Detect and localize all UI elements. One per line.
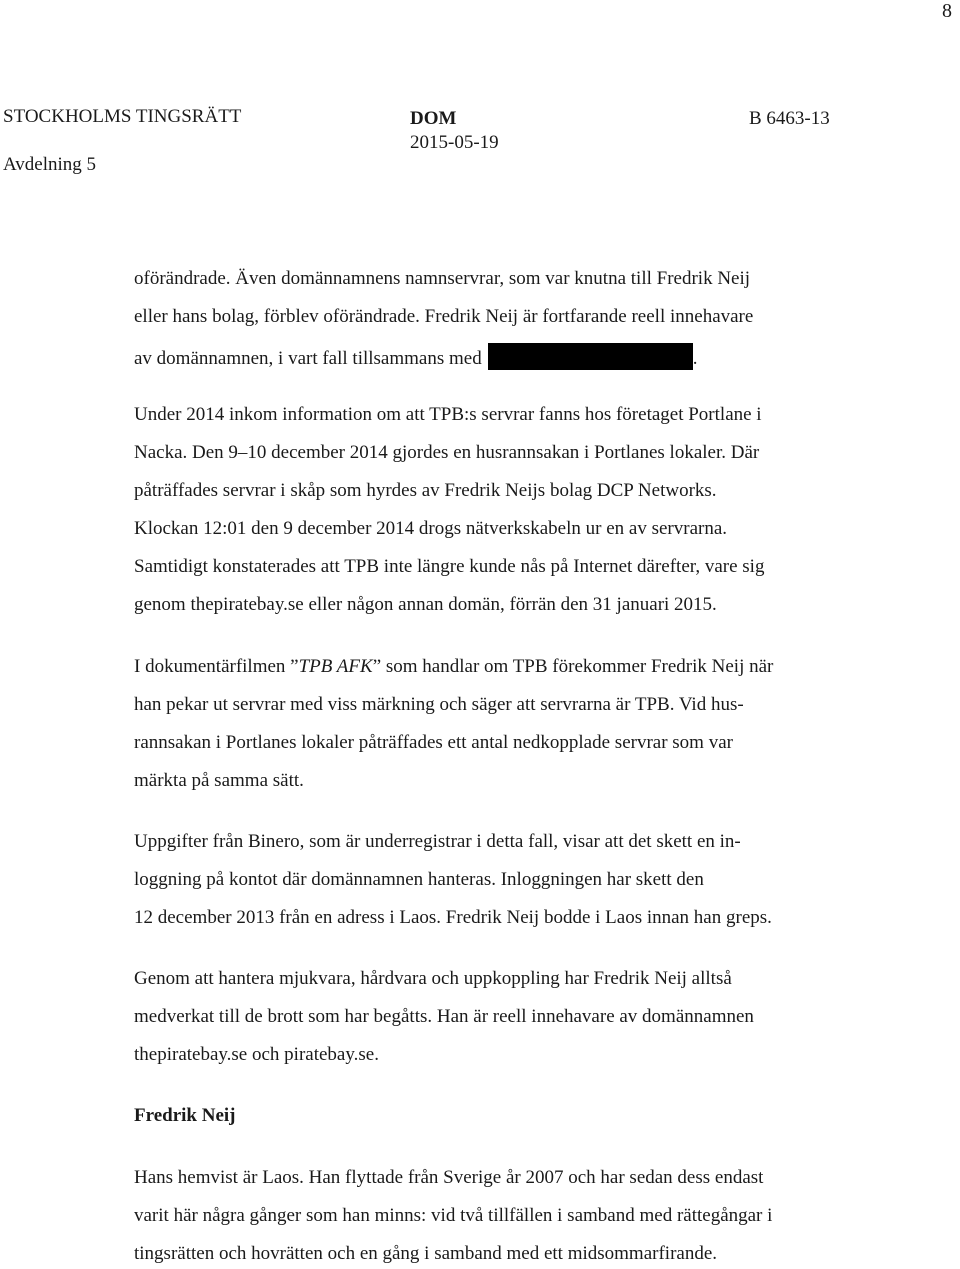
text-line: Under 2014 inkom information om att TPB:s servrar fanns hos företaget Portlane i <box>134 404 762 425</box>
text-line: 12 december 2013 från en adress i Laos. Fredrik Neij bodde i Laos innan han greps. <box>134 907 772 928</box>
text-line: Nacka. Den 9–10 december 2014 gjordes en husrannsakan i Portlanes lokaler. Där <box>134 442 760 463</box>
film-title: TPB AFK <box>298 656 373 677</box>
case-number: B 6463-13 <box>749 108 830 129</box>
text-line: märkta på samma sätt. <box>134 770 304 791</box>
court-division: Avdelning 5 <box>3 154 97 175</box>
text-line: loggning på kontot där domännamnen hanteras. Inloggningen har skett den <box>134 869 704 890</box>
text-line: Samtidigt konstaterades att TPB inte längre kunde nås på Internet därefter, vare sig <box>134 556 765 577</box>
text-line: tingsrätten och hovrätten och en gång i samband med ett midsommarfirande. <box>134 1243 718 1264</box>
text-line: medverkat till de brott som har begåtts. Han är reell innehavare av domännamnen <box>134 1006 754 1027</box>
text-line: Hans hemvist är Laos. Han flyttade från Sverige år 2007 och har sedan dess endast <box>134 1167 764 1188</box>
text-segment: ” som handlar om TPB förekommer Fredrik Neij när <box>372 656 774 677</box>
text-line <box>134 656 773 678</box>
text-line: genom thepiratebay.se eller någon annan domän, förrän den 31 januari 2015. <box>134 594 717 615</box>
text-line: rannsakan i Portlanes lokaler påträffades ett antal nedkopplade servrar som var <box>134 732 733 753</box>
court-name: STOCKHOLMS TINGSRÄTT <box>3 106 242 127</box>
text-segment: . <box>692 348 698 369</box>
text-line: eller hans bolag, förblev oförändrade. Fredrik Neij är fortfarande reell innehavare <box>134 306 754 327</box>
page-number: 8 <box>942 0 952 22</box>
document-date: 2015-05-19 <box>410 132 499 153</box>
text-line: Genom att hantera mjukvara, hårdvara och uppkoppling har Fredrik Neij alltså <box>134 968 732 989</box>
text-line: thepiratebay.se och piratebay.se. <box>134 1044 379 1065</box>
text-line <box>134 343 697 370</box>
document-type: DOM <box>410 108 457 129</box>
section-heading: Fredrik Neij <box>134 1105 236 1126</box>
redaction-bar <box>488 343 693 370</box>
text-line: varit här några gånger som han minns: vid två tillfällen i samband med rättegångar i <box>134 1205 773 1226</box>
text-segment: I dokumentärfilmen ” <box>134 656 299 677</box>
text-segment: av domännamnen, i vart fall tillsammans med <box>134 348 482 369</box>
text-line: oförändrade. Även domännamnens namnservrar, som var knutna till Fredrik Neij <box>134 268 751 289</box>
text-line: han pekar ut servrar med viss märkning och säger att servrarna är TPB. Vid hus- <box>134 694 744 715</box>
text-line: Uppgifter från Binero, som är underregistrar i detta fall, visar att det skett en in- <box>134 831 741 852</box>
text-line: påträffades servrar i skåp som hyrdes av Fredrik Neijs bolag DCP Networks. <box>134 480 717 501</box>
text-line: Klockan 12:01 den 9 december 2014 drogs nätverkskabeln ur en av servrarna. <box>134 518 728 539</box>
